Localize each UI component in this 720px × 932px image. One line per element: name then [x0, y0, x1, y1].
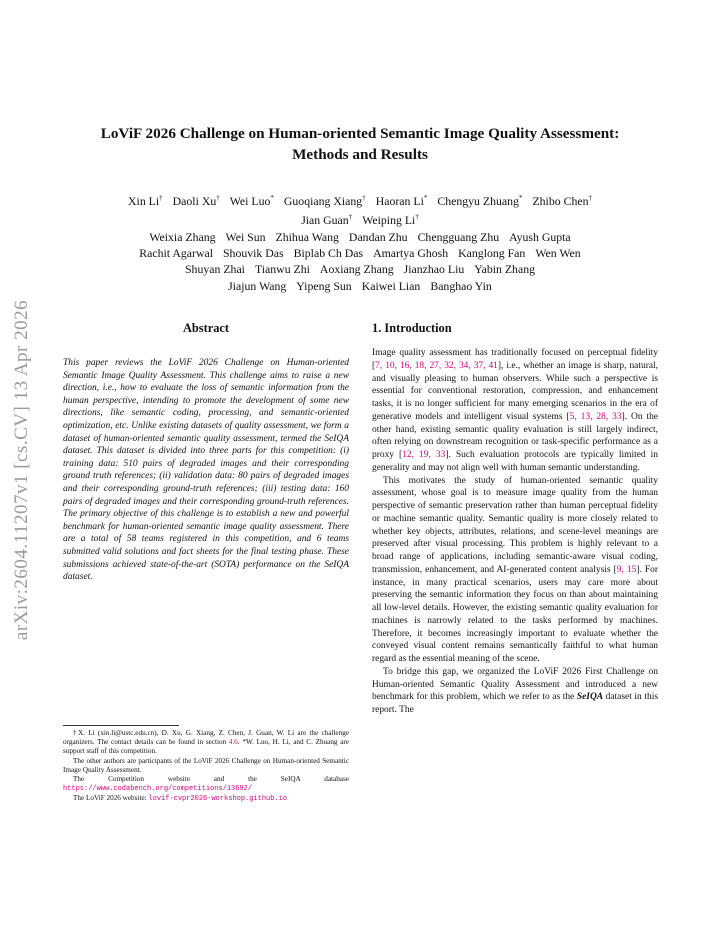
abstract-text: This paper reviews the LoViF 2026 Challenge on Human-oriented Semantic Image Quality Assessment. This challenge aims to raise a new direction, i.e., how to evaluate the loss of semantic information from the human perspective, intending to promote the development of some new directions, like semantic coding, processing, and semantic-oriented optimization, etc. Unlike existing datasets of quality assessment, we form a dataset of human-oriented semantic quality assessment, termed the SeIQA dataset. This dataset is divided into three parts for this competition: (i) training data: 510 pairs of degraded images and their corresponding ground truth references; (ii) validation data: 80 pairs of degraded images and their corresponding ground-truth references; (iii) testing data: 160 pairs of degraded images and their corresponding ground-truth references. The primary objective of this challenge is to establish a new and powerful benchmark for human-oriented semantic image quality assessment. There are a total of 58 teams registered in this competition, and 6 teams submitted valid solutions and fact sheets for the final testing phase. These submissions achieved state-of-the-art (SOTA) performance on the SeIQA dataset.	[63, 358, 349, 583]
dataset-name: SeIQA	[576, 692, 604, 703]
author-name: Yabin Zhang	[474, 262, 535, 277]
footnote-website: The LoViF 2026 website: lovif-cvpr2026-workshop.github.io	[73, 794, 288, 804]
author-name: Chengyu Zhuang*	[437, 193, 523, 208]
right-column	[372, 321, 658, 717]
author-name: Aoxiang Zhang	[319, 262, 394, 277]
author-name: Jianzhao Liu	[403, 262, 465, 277]
title-line-1: LoViF 2026 Challenge on Human-oriented Semantic Image Quality Assessment:	[100, 125, 620, 142]
author-affiliation-mark: †	[348, 213, 353, 222]
author-name: Wei Luo*	[229, 193, 274, 208]
author-name: Daoli Xu†	[172, 193, 220, 208]
author-affiliation-mark: *	[423, 194, 428, 202]
author-affiliation-mark: †	[588, 194, 592, 202]
author-name: Weiping Li†	[362, 213, 419, 228]
author-name: Weixia Zhang	[149, 229, 216, 244]
author-affiliation-mark: †	[362, 194, 366, 202]
author-line	[60, 245, 660, 261]
author-name: Shuyan Zhai	[185, 262, 245, 277]
author-name: Amartya Ghosh	[373, 246, 449, 261]
introduction-body	[372, 347, 658, 717]
author-name: Guoqiang Xiang†	[283, 193, 366, 208]
abstract-heading: Abstract	[182, 321, 230, 335]
author-name: Jiajun Wang	[228, 278, 287, 293]
footnote-competition: The Competition website and the SeIQA database https://www.codabench.org/competitions/13692/	[63, 775, 349, 794]
footnote-organizers: †X. Li (xin.li@ustc.edu.cn), D. Xu, G. Xiang, Z. Chen, J. Guan, W. Li are the challenge organizers. The contact details can be found in section 4.6. *W. Luo, H. Li, and C. Zhuang are support staff of this competition.	[63, 729, 349, 756]
author-name: Dandan Zhu	[348, 229, 408, 244]
citation-link[interactable]: 9, 15	[616, 564, 637, 575]
author-name: Zhibo Chen†	[532, 193, 592, 208]
author-affiliation-mark: *	[270, 194, 274, 202]
competition-url-link[interactable]: https://www.codabench.org/competitions/13692/	[63, 785, 253, 794]
author-name: Wei Sun	[225, 229, 266, 244]
arxiv-identifier: arXiv:2604.11207v1 [cs.CV] 13 Apr 2026	[11, 299, 32, 641]
author-line	[60, 261, 660, 277]
author-line	[60, 209, 660, 228]
author-line	[60, 278, 660, 294]
author-name: Kaiwei Lian	[361, 278, 421, 293]
footnote-rule	[63, 725, 179, 726]
author-name: Shouvik Das	[223, 246, 284, 261]
author-name: Tianwu Zhi	[254, 262, 310, 277]
paper-title	[60, 123, 660, 165]
section-link[interactable]: 4.6	[228, 738, 238, 747]
citation-link[interactable]: 12, 19, 33	[402, 450, 446, 460]
author-name: Wen Wen	[535, 246, 581, 261]
author-list	[60, 190, 660, 294]
author-name: Jian Guan†	[301, 213, 353, 228]
author-name: Rachit Agarwal	[139, 246, 213, 261]
author-name: Zhihua Wang	[275, 229, 339, 244]
author-affiliation-mark: †	[216, 194, 220, 202]
author-name: Haoran Li*	[375, 193, 428, 208]
author-name: Banghao Yin	[430, 278, 492, 293]
author-affiliation-mark: †	[159, 194, 163, 202]
author-name: Biplab Ch Das	[293, 246, 364, 261]
introduction-heading: 1. Introduction	[372, 321, 452, 335]
author-name: Yipeng Sun	[296, 278, 352, 293]
citation-link[interactable]: 7, 10, 16, 18, 27, 32, 34, 37, 41	[375, 360, 498, 371]
author-name: Xin Li†	[128, 193, 163, 208]
citation-link[interactable]: 5, 13, 28, 33	[569, 411, 622, 422]
intro-paragraph-2: This motivates the study of human-oriented semantic quality assessment, whose goal is to measure image quality from the human perspective of semantic preservation rather than human perceptual fidelity or machine semantic quality. Semantic quality is more closely related to whether key objects, attributes, relations, and scene-level meanings are preserved after visual processing. This problem is highly relevant to a broad range of applications, including semantic-aware visual coding, transmission, enhancement, and AI-generated content analysis [9, 15]. For instance, in many practical scenarios, users may care more about preserving the semantic information they focus on than about maintaining all low-level details. However, the existing semantic quality evaluation for machines is narrowly related to the tasks performed by machines. Therefore, it becomes increasingly important to evaluate whether the conveyed visual content remains semantically faithful to what human regard as the essential meaning of the scene.	[372, 475, 658, 664]
workshop-url-link[interactable]: lovif-cvpr2026-workshop.github.io	[148, 795, 288, 804]
left-column	[63, 321, 349, 584]
author-name: Chengguang Zhu	[417, 229, 500, 244]
footnotes	[63, 725, 349, 805]
author-name: Ayush Gupta	[509, 229, 571, 244]
author-affiliation-mark: †	[415, 213, 419, 222]
author-name: Kanglong Fan	[458, 246, 526, 261]
title-line-2: Methods and Results	[292, 146, 428, 163]
intro-paragraph-3: To bridge this gap, we organized the LoViF 2026 First Challenge on Human-oriented Semantic Quality Assessment and introduced a new benchmark for this problem, which we refer to as the SeIQA dataset in this report. The	[372, 666, 658, 715]
author-line	[60, 190, 660, 209]
author-line	[60, 229, 660, 245]
footnote-participants: The other authors are participants of the LoViF 2026 Challenge on Human-oriented Semantic Image Quality Assessment.	[63, 756, 349, 774]
author-affiliation-mark: *	[518, 194, 523, 202]
intro-paragraph-1: Image quality assessment has traditionally focused on perceptual fidelity [7, 10, 16, 18, 27, 32, 34, 37, 41], i.e., whether an image is sharp, natural, and visually pleasing to human observers. While such a perspective is essential for conventional restoration, compression, and enhancement tasks, it is no longer sufficient for many emerging scenarios in the era of generative models and intelligent visual systems [5, 13, 28, 33]. On the other hand, existing semantic quality evaluation is still largely indirect, often relying on downstream recognition or task-specific performance as a proxy [12, 19, 33]. Such evaluation protocols are typically limited in generality and may not align well with human semantic understanding.	[372, 348, 659, 473]
